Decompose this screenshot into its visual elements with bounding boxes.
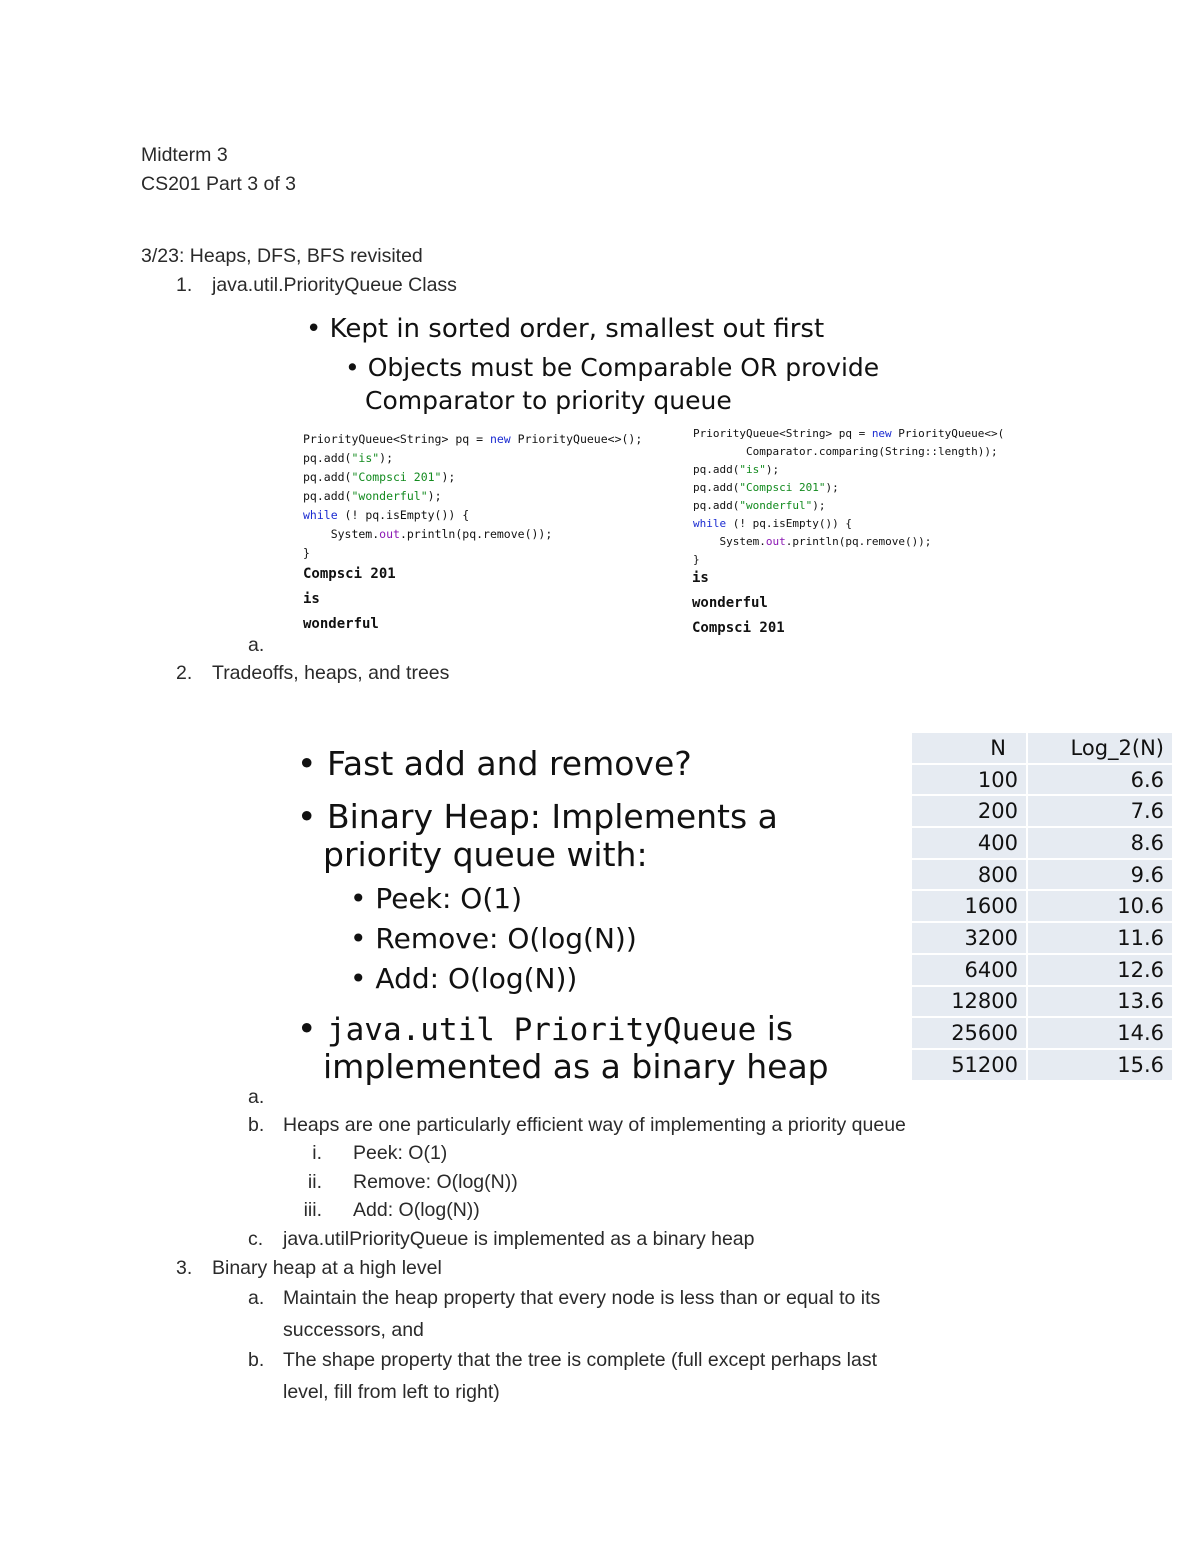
- sub-marker: b.: [248, 1114, 265, 1136]
- table-cell: 400: [912, 828, 1028, 858]
- table-cell: 10.6: [1028, 891, 1172, 921]
- sub-item-text: java.utilPriorityQueue is implemented as a binary heap: [283, 1228, 755, 1250]
- table-header: N: [912, 733, 1028, 763]
- roman-marker: i.: [312, 1142, 322, 1164]
- table-cell: 51200: [912, 1050, 1028, 1080]
- slide2-sub3: • Add: O(log(N)): [350, 962, 578, 995]
- table-cell: 8.6: [1028, 828, 1172, 858]
- table-cell: 7.6: [1028, 796, 1172, 826]
- roman-marker: ii.: [307, 1171, 322, 1193]
- sub-marker: a.: [248, 1086, 265, 1108]
- table-row: [912, 765, 1172, 795]
- list-item-text: Tradeoffs, heaps, and trees: [212, 662, 450, 684]
- code-output-left: Compsci 201 is wonderful: [303, 566, 396, 632]
- slide2-sub1: • Peek: O(1): [350, 882, 523, 915]
- roman-item-text: Peek: O(1): [353, 1142, 448, 1164]
- slide2-bullet2-cont: priority queue with:: [323, 835, 648, 874]
- roman-item-text: Remove: O(log(N)): [353, 1171, 518, 1193]
- table-cell: 12800: [912, 987, 1028, 1017]
- roman-item-text: Add: O(log(N)): [353, 1199, 480, 1221]
- sub-item-text: Heaps are one particularly efficient way of implementing a priority queue: [283, 1114, 906, 1136]
- slide1-bullet1: • Kept in sorted order, smallest out first: [306, 314, 825, 344]
- table-cell: 9.6: [1028, 860, 1172, 890]
- list-item-text: Binary heap at a high level: [212, 1257, 442, 1279]
- sub-marker: a.: [248, 634, 265, 656]
- table-row: [912, 796, 1172, 826]
- doc-title: Midterm 3: [141, 144, 228, 166]
- sub-marker: b.: [248, 1349, 265, 1371]
- sub-marker: a.: [248, 1287, 265, 1309]
- table-row: [912, 1018, 1172, 1048]
- table-row: [912, 891, 1172, 921]
- sub-item-text: The shape property that the tree is complete (full except perhaps last: [283, 1349, 877, 1371]
- slide2-bullet3-cont: implemented as a binary heap: [323, 1047, 829, 1086]
- slide2-bullet2: • Binary Heap: Implements a: [297, 797, 778, 836]
- slide2-sub2: • Remove: O(log(N)): [350, 922, 637, 955]
- sub-item-text: Maintain the heap property that every node is less than or equal to its: [283, 1287, 881, 1309]
- table-row: [912, 955, 1172, 985]
- table-row: [912, 828, 1172, 858]
- list-number: 1.: [176, 274, 193, 296]
- table-row: [912, 1050, 1172, 1080]
- table-cell: 15.6: [1028, 1050, 1172, 1080]
- slide1-bullet2: • Objects must be Comparable OR provide: [345, 353, 880, 382]
- table-cell: 6400: [912, 955, 1028, 985]
- table-cell: 25600: [912, 1018, 1028, 1048]
- list-item-text: java.util.PriorityQueue Class: [212, 274, 457, 296]
- table-cell: 13.6: [1028, 987, 1172, 1017]
- table-header: Log_2(N): [1028, 733, 1172, 763]
- table-cell: 1600: [912, 891, 1028, 921]
- doc-subtitle: CS201 Part 3 of 3: [141, 173, 297, 195]
- table-cell: 12.6: [1028, 955, 1172, 985]
- code-output-right: is wonderful Compsci 201: [692, 570, 785, 636]
- log-table: [912, 731, 1172, 1082]
- table-cell: 800: [912, 860, 1028, 890]
- slide1-bullet2-cont: Comparator to priority queue: [365, 386, 732, 415]
- list-number: 2.: [176, 662, 193, 684]
- sub-item-text-cont: level, fill from left to right): [283, 1381, 500, 1403]
- table-row: [912, 923, 1172, 953]
- roman-marker: iii.: [303, 1199, 322, 1221]
- table-cell: 100: [912, 765, 1028, 795]
- code-block-right: PriorityQueue<String> pq = new PriorityQueue<>( Comparator.comparing(String::length)); pq.add("is"); pq.add("Compsci 201"); pq.add("wonderful"); while (! pq.isEmpty()) { System.out.println(pq.remove()); }: [693, 427, 1005, 566]
- table-row: [912, 860, 1172, 890]
- table-header-row: [912, 733, 1172, 763]
- table-cell: 6.6: [1028, 765, 1172, 795]
- slide2-bullet1: • Fast add and remove?: [297, 744, 692, 783]
- table-cell: 200: [912, 796, 1028, 826]
- table-cell: 3200: [912, 923, 1028, 953]
- date-heading: 3/23: Heaps, DFS, BFS revisited: [141, 245, 423, 267]
- sub-item-text-cont: successors, and: [283, 1319, 424, 1341]
- table-row: [912, 987, 1172, 1017]
- sub-marker: c.: [248, 1228, 264, 1250]
- table-cell: 11.6: [1028, 923, 1172, 953]
- code-block-left: PriorityQueue<String> pq = new PriorityQueue<>(); pq.add("is"); pq.add("Compsci 201"); pq.add("wonderful"); while (! pq.isEmpty()) { System.out.println(pq.remove()); }: [303, 432, 643, 560]
- table-cell: 14.6: [1028, 1018, 1172, 1048]
- slide2-bullet3: • java.util PriorityQueue is: [297, 1009, 794, 1048]
- list-number: 3.: [176, 1257, 193, 1279]
